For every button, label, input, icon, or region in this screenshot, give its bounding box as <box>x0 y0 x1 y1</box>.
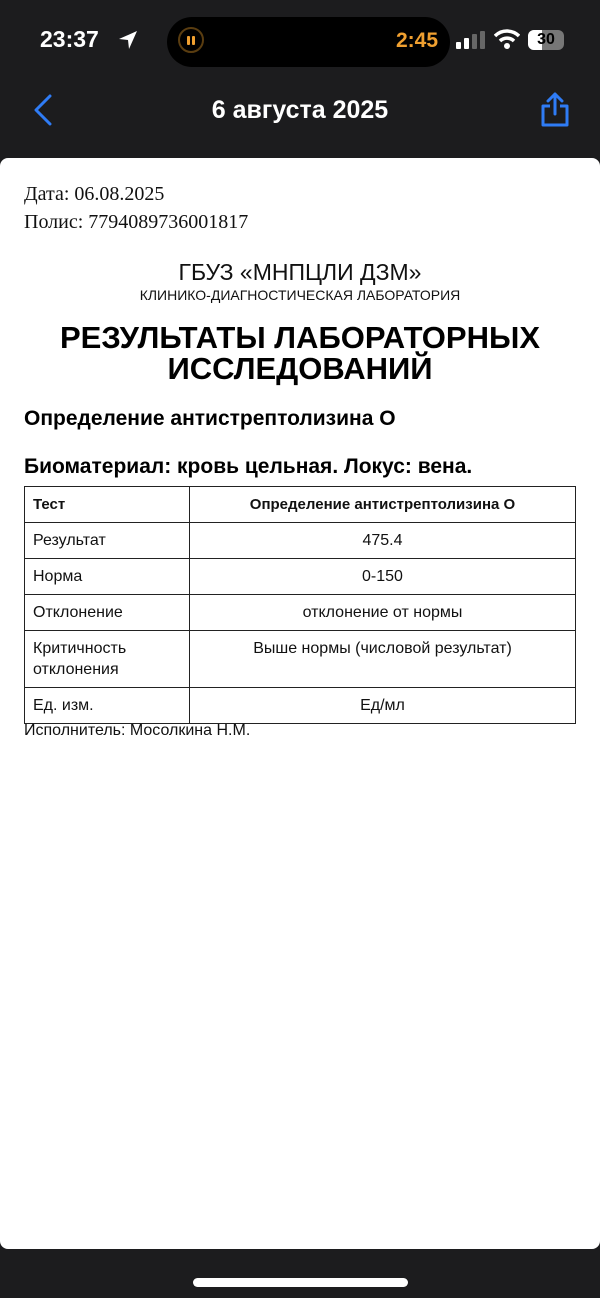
pause-icon[interactable] <box>178 27 204 53</box>
document-title: РЕЗУЛЬТАТЫ ЛАБОРАТОРНЫХ ИССЛЕДОВАНИЙ <box>59 320 540 386</box>
table-row: Норма 0-150 <box>25 559 576 595</box>
table-row: Ед. изм. Ед/мл <box>25 688 576 724</box>
table-row: Критичность отклонения Выше нормы (числовой результат) <box>25 631 576 688</box>
cellular-signal-icon <box>456 31 488 49</box>
table-row: Результат 475.4 <box>25 523 576 559</box>
test-name-heading: Определение антистрептолизина О <box>24 407 396 430</box>
share-icon[interactable] <box>540 92 570 128</box>
results-table <box>24 486 576 724</box>
navigation-bar <box>0 80 600 150</box>
home-indicator[interactable] <box>193 1278 408 1287</box>
location-arrow-icon <box>118 30 138 50</box>
document-policy: Полис: 7794089736001817 <box>24 211 249 233</box>
table-row: Отклонение отклонение от нормы <box>25 595 576 631</box>
status-bar <box>0 0 600 80</box>
timer-readout: 2:45 <box>395 29 438 52</box>
org-name: ГБУЗ «МНПЦЛИ ДЗМ» <box>178 259 422 285</box>
battery-indicator: 30 <box>528 30 564 50</box>
biomaterial-heading: Биоматериал: кровь цельная. Локус: вена. <box>24 455 473 478</box>
table-header: Тест Определение антистрептолизина О <box>25 487 576 523</box>
wifi-icon <box>494 29 520 49</box>
clock: 23:37 <box>40 26 99 52</box>
document-page <box>0 158 600 1249</box>
nav-title: 6 августа 2025 <box>211 96 389 124</box>
executor: Исполнитель: Мосолкина Н.М. <box>24 722 251 739</box>
org-department: КЛИНИКО-ДИАГНОСТИЧЕСКАЯ ЛАБОРАТОРИЯ <box>139 287 461 303</box>
dynamic-island[interactable] <box>167 17 450 67</box>
document-date: Дата: 06.08.2025 <box>24 183 165 205</box>
